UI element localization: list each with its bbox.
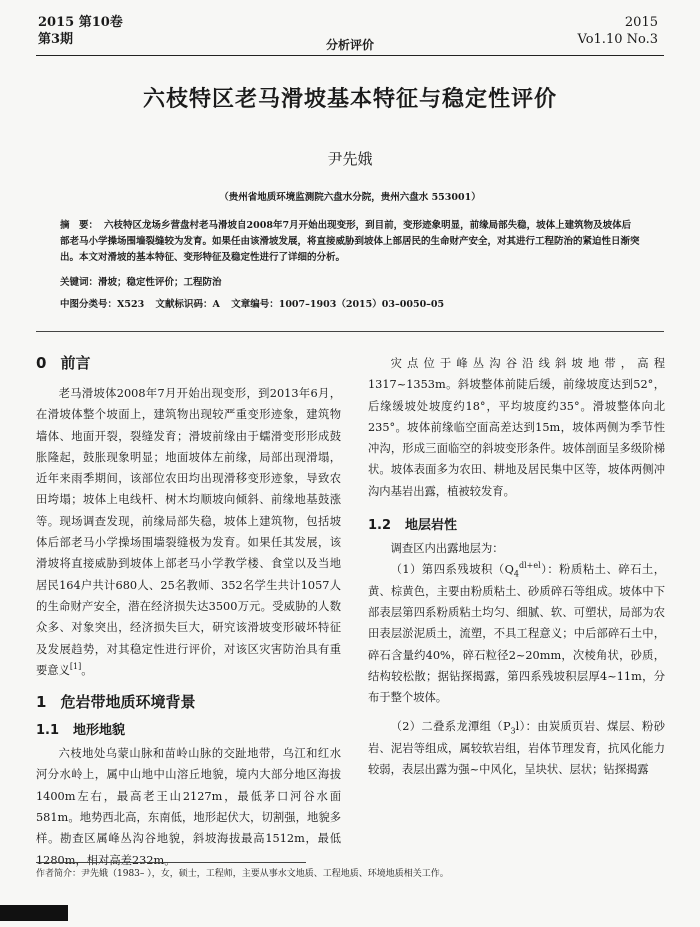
paper-author: 尹先娥 — [327, 150, 373, 168]
classification-line — [60, 296, 452, 310]
section-title: 前言 — [60, 354, 91, 372]
journal-issue-number: 第3期 — [38, 32, 74, 47]
subsection-title: 地形地貌 — [73, 723, 126, 739]
column-name: 分析评价 — [325, 38, 374, 52]
section-title: 危岩带地质环境背景 — [60, 693, 196, 712]
subsection-title: 地层岩性 — [405, 518, 458, 534]
author-affiliation: （贵州省地质环境监测院六盘水分院，贵州六盘水 553001） — [219, 192, 481, 203]
author-footnote: 作者简介：尹先娥（1983– ），女，硕士，工程师，主要从事水文地质、工程地质、环境地质相关工作。 — [36, 869, 449, 879]
topography-paragraph: 六枝地处乌蒙山脉和苗岭山脉的交趾地带，乌江和红水河分水岭上，属中山地中山溶丘地貌，境内大部分地区海拔1400m左右，最高老王山2127m，最低茅口河谷水面581m。地势西北高，东南低，地形起伏大，切割强，地貌多样。勘查区属峰丛沟谷地貌，斜坡海拔最高1512m，最低1280m，相对高差232m。 — [36, 747, 341, 867]
subsection-number: 1.2 — [368, 518, 392, 534]
abstract-text: 六枝特区龙场乡营盘村老马滑坡自2008年7月开始出现变形，到目前，变形迹象明显，前缘局部失稳，坡体上建筑物及坡体后部老马小学操场围墙裂缝较为发育。如果任由该滑坡发展，将直接威胁到坡体上部居民的生命财产安全，对其进行工程防治的紧迫性日渐突出。本文对滑坡的基本特征、变形特征及稳定性进行了详细的分析。 — [60, 220, 640, 263]
paragraph-text: l）：由炭质页岩、煤层、粉砂岩、泥岩等组成，属较软岩组，岩体节理发育，抗风化能力较弱，表层出露为强~中风化，呈块状、层状；钻探揭露 — [368, 720, 665, 777]
stratum-superscript: dl+el — [519, 561, 541, 571]
paper-title: 六枝特区老马滑坡基本特征与稳定性评价 — [142, 87, 557, 112]
quaternary-paragraph — [368, 559, 665, 708]
journal-year-volume: 2015 第10卷 — [38, 15, 123, 30]
paragraph-text: 老马滑坡体2008年7月开始出现变形，到2013年6月，在滑坡体整个坡面上，建筑物出现较严重变形迹象，建筑物墙体、地面开裂，裂缝发育；滑坡前缘由于蠕滑变形形成鼓胀隆起，鼓胀现象明显；地面坡体左前缘，局部出现滑塌，近年来雨季期间，该部位农田均出现滑移变形迹象，导致农田垮塌；坡体上电线杆、树木均顺坡向倾斜、前缘地基鼓涨等。现场调查发现，前缘局部失稳，坡体上建筑物，包括坡体后部老马小学操场围墙裂缝极为发育。如果任其发展，该滑坡将直接威胁到坡体上部老马小学教学楼、食堂以及当地居民164户共计680人、25名教师、352名学生共计1057人的生命财产安全，潜在经济损失达3500万元。受威胁的人数众多、对象突出，经济损失巨大，研究该滑坡变形破坏特征及发展趋势，对其稳定性进行评价，对该区灾害防治具有重要意义 — [36, 387, 341, 677]
keywords-text: 滑坡；稳定性评价；工程防治 — [98, 277, 222, 288]
paragraph-end: 。 — [81, 663, 93, 677]
journal-volno-en: Vo1.10 No.3 — [577, 32, 658, 47]
journal-volume-en — [578, 14, 658, 48]
section-heading-intro — [36, 350, 341, 376]
permian-paragraph — [368, 716, 665, 780]
stratum-subscript: 3 — [510, 726, 516, 736]
paragraph-text: （1）第四系残坡积（Q — [390, 563, 514, 577]
keywords — [60, 274, 222, 288]
article-number: 文章编号：1007–1903（2015）03–0050–05 — [231, 299, 445, 310]
subsection-heading-topography — [36, 719, 341, 743]
document-code: 文献标识码：A — [155, 299, 220, 310]
clc-number: 中图分类号：X523 — [60, 299, 145, 310]
paragraph-text: （2）二叠系龙潭组（P — [390, 720, 511, 734]
right-column — [368, 353, 665, 780]
page-marker-bar — [0, 905, 68, 921]
header-rule — [36, 55, 664, 56]
keywords-label: 关键词： — [60, 277, 99, 288]
section-heading-background — [36, 689, 341, 715]
stratum-subscript: 4 — [513, 569, 519, 579]
section-number: 0 — [36, 354, 47, 372]
intro-paragraph — [36, 383, 341, 681]
subsection-number: 1.1 — [36, 723, 60, 739]
footnote-rule — [36, 862, 306, 863]
slope-paragraph: 灾点位于峰丛沟谷沿线斜坡地带，高程1317~1353m。斜坡整体前陡后缓，前缘坡度达到52°，后缘缓坡处坡度约18°，平均坡度约35°。滑坡整体向北235°。坡体前缘临空面高差达到15m，坡体两侧为季节性冲沟，形成三面临空的斜坡变形条件。坡体剖面呈多级阶梯状。坡体表面多为农田、耕地及居民集中区等，坡体两侧冲沟内基岩出露，植被较发育。 — [368, 357, 665, 498]
abstract — [60, 218, 640, 266]
left-column — [36, 350, 341, 871]
journal-year-en: 2015 — [624, 15, 658, 30]
body-rule — [36, 331, 664, 332]
subsection-heading-lithology — [368, 514, 665, 538]
section-number: 1 — [36, 693, 47, 712]
lithology-intro: 调查区内出露地层为： — [390, 542, 504, 556]
paragraph-text: ）：粉质粘土、碎石土，黄、棕黄色，主要由粉质粘土、砂质碎石等组成。坡体中下部表层第四系粉质粘土均匀、细腻、软、可塑状，局部为农田表层淤泥质土，流塑，不具工程意义；中后部碎石土中，碎石含量约40%，碎石粒径2~20mm，次棱角状，砂质，结构较松散；据钻探揭露，第四系残坡积层厚4~11m，分布于整个坡体。 — [368, 563, 666, 705]
abstract-label: 摘 要： — [60, 220, 99, 231]
citation-ref: [1] — [69, 662, 82, 672]
